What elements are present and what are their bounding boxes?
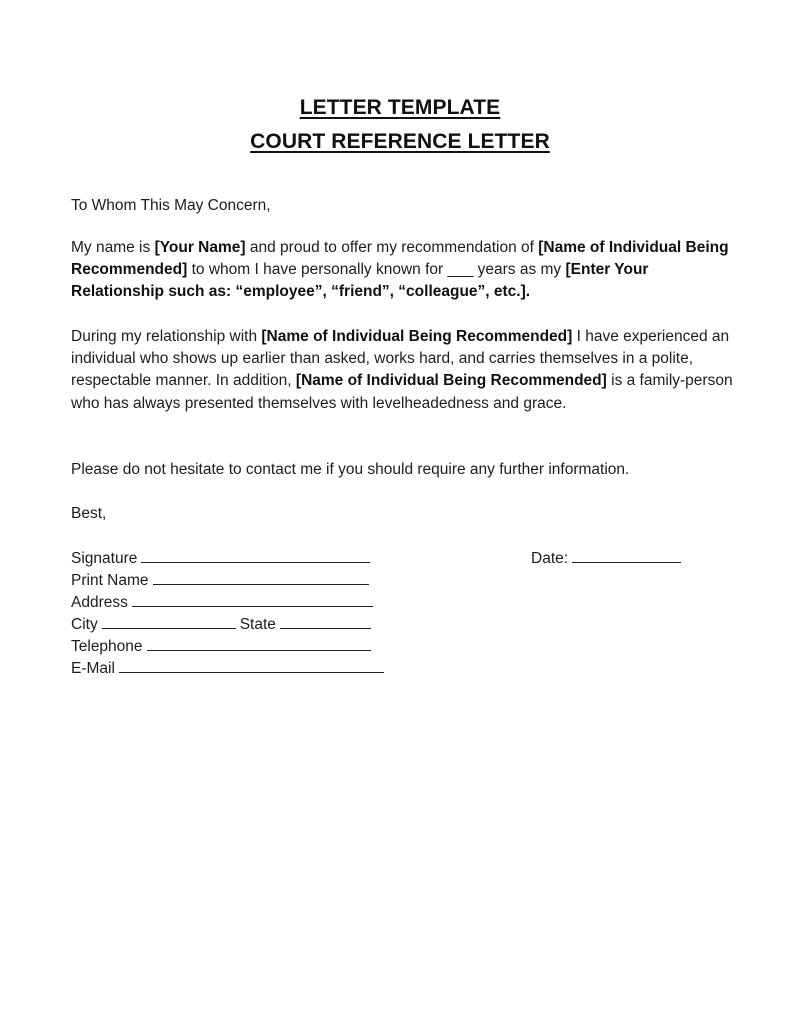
state-label: State bbox=[239, 616, 276, 633]
paragraph-contact: Please do not hesitate to contact me if you should require any further information. bbox=[71, 461, 630, 478]
address-field bbox=[71, 592, 373, 614]
paragraph-relationship bbox=[71, 326, 741, 415]
placeholder-individual-name: [Name of Individual Being Recommended] bbox=[261, 328, 573, 345]
telephone-field bbox=[71, 636, 371, 658]
date-field bbox=[531, 548, 681, 570]
email-line[interactable] bbox=[119, 658, 384, 673]
intro-text-1: My name is bbox=[71, 239, 155, 256]
print-name-field bbox=[71, 570, 369, 592]
telephone-line[interactable] bbox=[147, 636, 371, 651]
placeholder-relationship: [Enter Your Relationship such as: “employee”, “friend”, “colleague”, etc.]. bbox=[71, 261, 649, 301]
placeholder-your-name: [Your Name] bbox=[154, 239, 246, 256]
signature-line[interactable] bbox=[141, 548, 370, 563]
placeholder-individual-name: [Name of Individual Being Recommended] bbox=[295, 372, 607, 390]
relationship-text-1: During my relationship with bbox=[71, 328, 262, 345]
city-line[interactable] bbox=[102, 614, 236, 629]
intro-text-2: and proud to offer my recommendation of bbox=[245, 239, 539, 256]
address-label: Address bbox=[71, 594, 128, 611]
email-field bbox=[71, 658, 384, 680]
print-name-line[interactable] bbox=[153, 570, 369, 585]
relationship-text-2: I have experienced an individual who shows up earlier than asked, works hard, and carries themselves in a polite, respectable manner. In addition, bbox=[71, 328, 730, 390]
date-label: Date: bbox=[531, 550, 569, 567]
telephone-label: Telephone bbox=[71, 638, 143, 655]
placeholder-individual-name: [Name of Individual Being Recommended] bbox=[71, 239, 729, 279]
paragraph-introduction bbox=[71, 237, 741, 304]
signature-label: Signature bbox=[71, 550, 138, 567]
address-line[interactable] bbox=[132, 592, 373, 607]
closing: Best, bbox=[71, 505, 107, 522]
email-label: E-Mail bbox=[71, 660, 115, 677]
signature-field bbox=[71, 548, 370, 570]
state-line[interactable] bbox=[280, 614, 371, 629]
city-label: City bbox=[71, 616, 98, 633]
relationship-text-3: is a family-person who has always presented themselves with levelheadedness and grace. bbox=[71, 372, 733, 412]
document-subtitle: COURT REFERENCE LETTER bbox=[250, 130, 550, 153]
greeting: To Whom This May Concern, bbox=[71, 197, 271, 214]
city-state-field bbox=[71, 614, 371, 636]
date-line[interactable] bbox=[572, 548, 681, 563]
print-name-label: Print Name bbox=[71, 572, 149, 589]
document-title: LETTER TEMPLATE bbox=[299, 96, 501, 119]
intro-text-3: to whom I have personally known for ___ years as my bbox=[187, 261, 566, 279]
